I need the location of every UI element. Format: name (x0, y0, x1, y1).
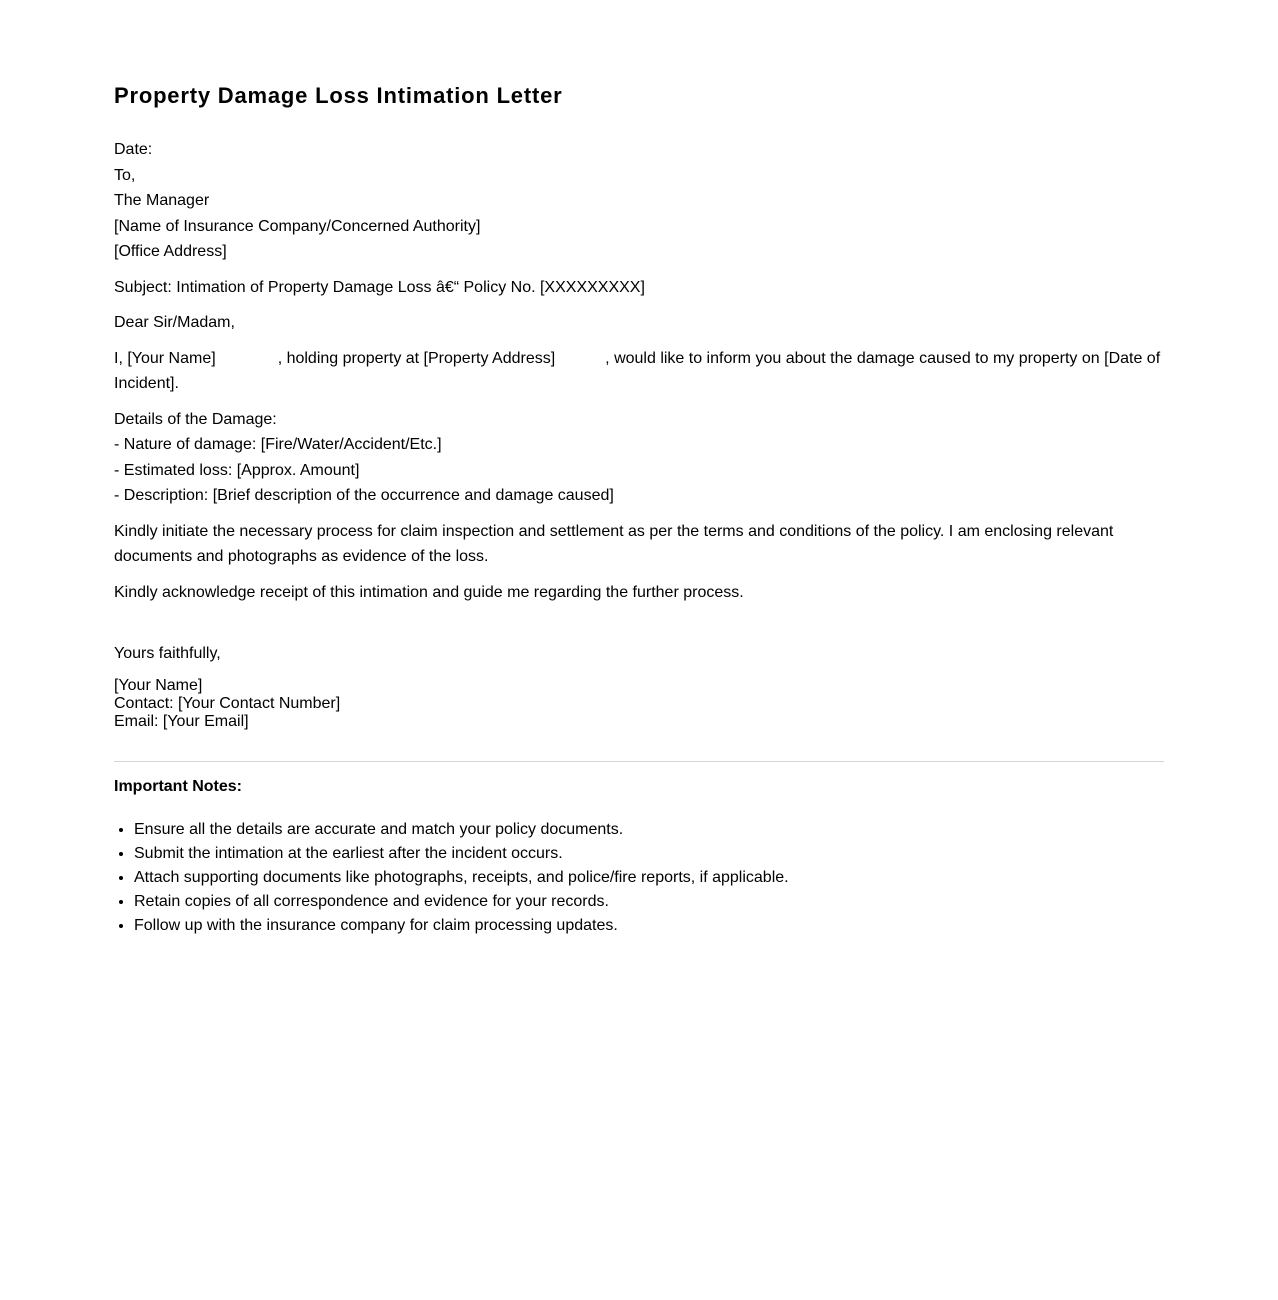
closing-line: Yours faithfully, (114, 645, 221, 662)
section-divider (114, 761, 1164, 762)
details-description: - Description: [Brief description of the occurrence and damage caused] (114, 487, 614, 504)
signature-name: [Your Name] (114, 676, 203, 694)
list-item: • Attach supporting documents like photographs, receipts, and police/fire reports, if applicable. (134, 866, 1164, 890)
damage-details (114, 407, 1164, 509)
spacer (114, 615, 1164, 641)
acknowledge-paragraph: Kindly acknowledge receipt of this intimation and guide me regarding the further process. (114, 583, 744, 601)
list-item: • Submit the intimation at the earliest after the incident occurs. (134, 842, 1164, 866)
signature-contact: Contact: [Your Contact Number] (114, 694, 341, 712)
details-nature: - Nature of damage: [Fire/Water/Accident/Etc.] (114, 436, 442, 453)
date-label: Date: (114, 141, 153, 158)
manager-line: The Manager (114, 192, 210, 209)
to-line: To, (114, 166, 136, 184)
notes-title: Important Notes: (114, 777, 242, 795)
details-heading: Details of the Damage: (114, 410, 277, 428)
notes-list (114, 818, 1164, 938)
subject-line: Subject: Intimation of Property Damage Loss â€“ Policy No. [XXXXXXXXX] (114, 278, 645, 296)
intro-part-name: I, [Your Name] (114, 349, 216, 367)
intro-paragraph (114, 346, 1164, 397)
company-line: [Name of Insurance Company/Concerned Authority] (114, 217, 481, 235)
list-item: • Retain copies of all correspondence and evidence for your records. (134, 890, 1164, 914)
intro-part-damage: , would like to inform you about the damage caused to my property on [Date of Incident]. (114, 349, 1161, 392)
intro-part-address: , holding property at [Property Address] (277, 349, 556, 367)
list-item: • Ensure all the details are accurate and match your policy documents. (134, 818, 1164, 842)
page-title: Property Damage Loss Intimation Letter (114, 83, 563, 108)
address-line: [Office Address] (114, 243, 227, 260)
signature-email: Email: [Your Email] (114, 712, 249, 730)
signature-block (114, 677, 1164, 731)
details-loss: - Estimated loss: [Approx. Amount] (114, 461, 360, 479)
recipient-block (114, 137, 1164, 265)
salutation: Dear Sir/Madam, (114, 314, 235, 331)
claim-paragraph: Kindly initiate the necessary process for claim inspection and settlement as per the terms and conditions of the policy. I am enclosing relevant documents and photographs as evidence of the loss. (114, 522, 1114, 565)
list-item: • Follow up with the insurance company for claim processing updates. (134, 914, 1164, 938)
